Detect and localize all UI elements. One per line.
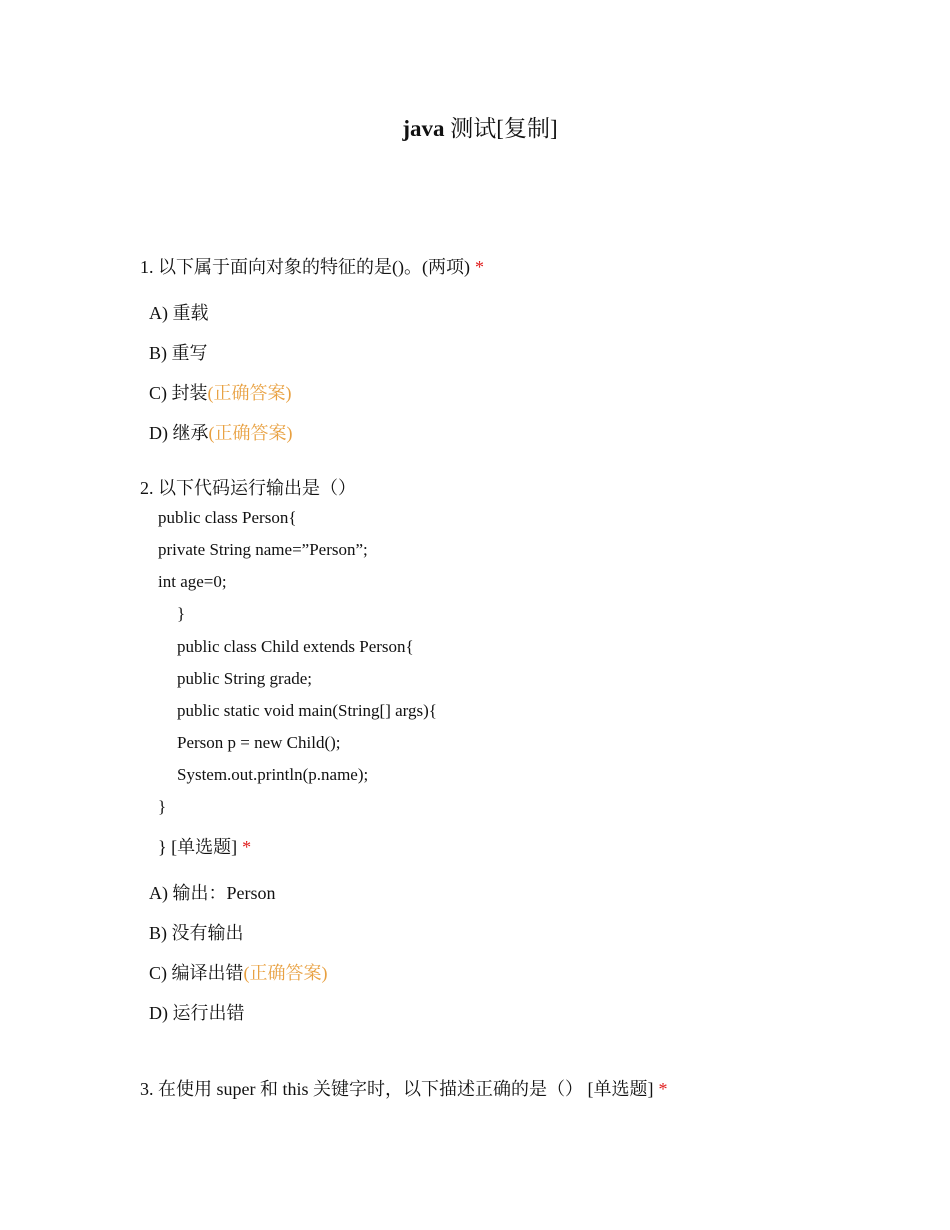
q2-option-b: B) 没有输出 (149, 923, 244, 943)
code-line-last: } [单选题] * (158, 837, 252, 857)
required-mark: * (658, 1079, 668, 1099)
q2-option-d: D) 运行出错 (149, 1003, 245, 1023)
question-3 (140, 1075, 667, 1101)
q1-option-d: D) 继承(正确答案) (149, 423, 293, 443)
code-line: public class Child extends Person{ (177, 637, 414, 656)
code-line: } (158, 797, 167, 816)
q1-option-a: A) 重载 (149, 303, 209, 323)
title-bold: java (402, 116, 445, 141)
code-line: public class Person{ (158, 508, 297, 527)
q2-option-a: A) 输出：Person (149, 883, 276, 903)
question-2-text: 2. 以下代码运行输出是（） (140, 478, 356, 498)
page-title (0, 110, 950, 143)
code-line: } (177, 604, 186, 623)
question-1 (140, 253, 484, 279)
question-3-text: 3. 在使用 super 和 this 关键字时，以下描述正确的是（） [单选题] (140, 1079, 654, 1099)
required-mark: * (474, 257, 484, 277)
q1-option-c: C) 封装(正确答案) (149, 383, 292, 403)
code-line: private String name=”Person”; (158, 540, 368, 559)
code-line: Person p = new Child(); (177, 733, 341, 752)
required-mark: * (242, 837, 252, 857)
correct-answer-tag: (正确答案) (208, 423, 293, 443)
title-rest: 测试[复制] (444, 116, 558, 141)
q2-option-c: C) 编译出错(正确答案) (149, 963, 328, 983)
q1-option-b: B) 重写 (149, 343, 208, 363)
code-line: public String grade; (177, 669, 313, 688)
code-line: System.out.println(p.name); (177, 765, 369, 784)
question-2 (140, 474, 356, 500)
code-line: public static void main(String[] args){ (177, 701, 437, 720)
correct-answer-tag: (正确答案) (207, 383, 292, 403)
correct-answer-tag: (正确答案) (243, 963, 328, 983)
question-1-text: 1. 以下属于面向对象的特征的是()。(两项) (140, 257, 470, 277)
code-line: int age=0; (158, 572, 227, 591)
